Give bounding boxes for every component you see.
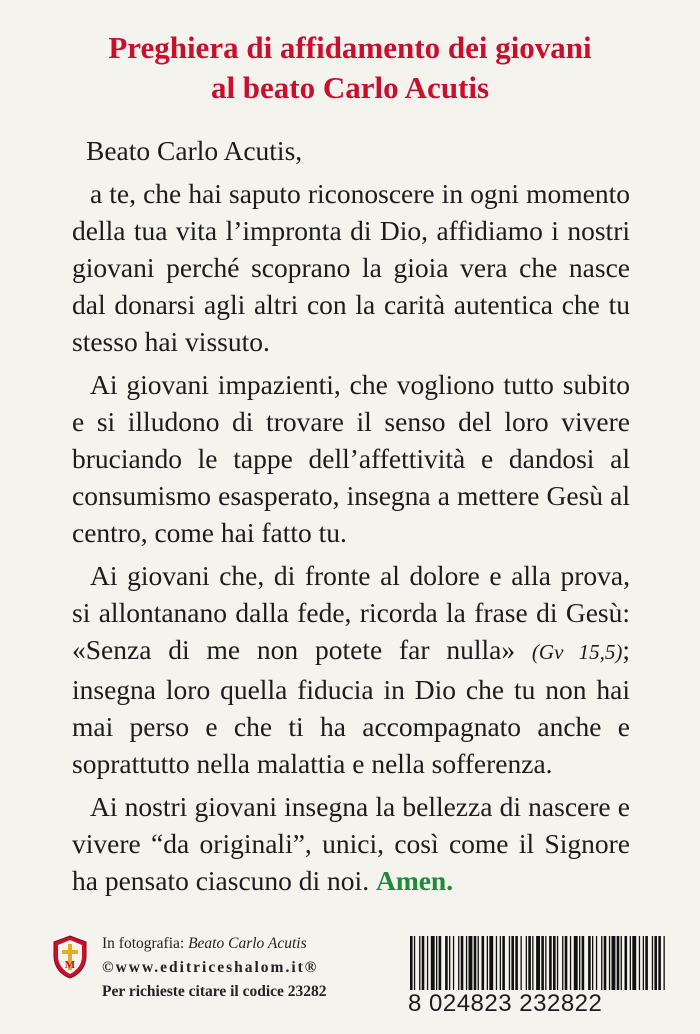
- barcode-bar: [582, 936, 585, 996]
- code-request: Per richieste citare il codice 23282: [102, 983, 327, 1000]
- credits: [102, 932, 327, 1004]
- barcode-bar: [445, 936, 448, 996]
- barcode-bar: [645, 936, 648, 996]
- barcode-bar: [502, 936, 505, 996]
- barcode-bar: [536, 936, 540, 996]
- barcode-bar: [545, 936, 546, 996]
- barcode-bar: [439, 936, 442, 996]
- paragraph-3-part-a: Ai giovani che, di fronte al dolore e alla prova, si allontanano dalla fede, ricorda la frase di Gesù: «Senza di me non potete far nulla»: [72, 560, 630, 665]
- title-line-2: al beato Carlo Acutis: [210, 70, 490, 105]
- barcode-bar: [565, 936, 568, 996]
- barcode-bar: [579, 936, 580, 996]
- barcode-bar: [478, 936, 479, 996]
- barcode-bars: [408, 936, 668, 996]
- barcode-bar: [489, 936, 493, 996]
- barcode-bar: [612, 936, 616, 996]
- barcode-bar: [526, 936, 527, 996]
- barcode-bar: [588, 936, 591, 996]
- barcode-bar: [658, 936, 661, 996]
- barcode-bar: [427, 936, 428, 996]
- barcode-bar: [625, 936, 628, 996]
- barcode-bar: [511, 936, 514, 996]
- barcode-bar: [521, 936, 522, 996]
- prayer-paragraph-3: [72, 557, 630, 782]
- barcode-bar: [562, 936, 563, 996]
- barcode-bar: [632, 936, 636, 996]
- barcode-bar: [532, 936, 533, 996]
- paragraph-4-text: Ai nostri giovani insegna la bellezza di nascere e vivere “da originali”, unici, così come il Signore ha pensato ciascuno di noi.: [72, 791, 630, 896]
- barcode-bar: [422, 936, 425, 996]
- barcode-bar: [601, 936, 602, 996]
- photo-label: In fotografia:: [102, 935, 189, 952]
- barcode-bar: [652, 936, 653, 996]
- prayer-text: [72, 132, 630, 905]
- prayer-salutation: Beato Carlo Acutis,: [86, 135, 303, 166]
- barcode-bar: [487, 936, 488, 996]
- barcode-bar: [592, 936, 593, 996]
- photo-subject: Beato Carlo Acutis: [188, 935, 307, 952]
- barcode-bar: [431, 936, 435, 996]
- barcode-bar: [596, 936, 597, 996]
- barcode-bar: [436, 936, 437, 996]
- barcode-bar: [449, 936, 450, 996]
- prayer-title: [0, 28, 700, 108]
- barcode-bar: [621, 936, 622, 996]
- website-link[interactable]: ©www.editriceshalom.it®: [102, 959, 319, 976]
- barcode: [408, 936, 668, 1026]
- barcode-bar: [500, 936, 501, 996]
- barcode-bar: [469, 936, 473, 996]
- barcode-bar: [509, 936, 510, 996]
- publisher-logo-icon: [52, 934, 88, 980]
- barcode-bar: [410, 936, 413, 996]
- barcode-bar: [419, 936, 420, 996]
- barcode-bar: [414, 936, 415, 996]
- barcode-bar: [604, 936, 607, 996]
- amen-text: Amen.: [375, 865, 454, 896]
- barcode-bar: [609, 936, 610, 996]
- barcode-bar: [617, 936, 620, 996]
- barcode-bar: [453, 936, 454, 996]
- barcode-bar: [570, 936, 571, 996]
- barcode-bar: [461, 936, 464, 996]
- prayer-paragraph-4: [72, 788, 630, 899]
- barcode-bar: [639, 936, 640, 996]
- barcode-bar: [528, 936, 531, 996]
- barcode-bar: [541, 936, 544, 996]
- barcode-bar: [474, 936, 477, 996]
- barcode-bar: [549, 936, 552, 996]
- footer: [0, 926, 700, 1034]
- barcode-bar: [630, 936, 631, 996]
- barcode-bar: [654, 936, 657, 996]
- barcode-bar: [643, 936, 644, 996]
- barcode-bar: [496, 936, 497, 996]
- barcode-bar: [482, 936, 485, 996]
- title-line-1: Preghiera di affidamento dei giovani: [108, 30, 592, 65]
- barcode-bar: [553, 936, 556, 996]
- barcode-bar: [458, 936, 459, 996]
- prayer-paragraph-2: Ai giovani impazienti, che vogliono tutto subito e si illudono di trovare il senso del loro vivere bruciando le tappe dell’affettività e dandosi al consumismo esasperato, insegna a mettere Gesù al centro, come hai fatto tu.: [72, 369, 630, 548]
- barcode-number: 8 024823 232822: [408, 990, 668, 1018]
- scripture-reference: (Gv 15,5): [531, 640, 623, 664]
- prayer-paragraph-1: a te, che hai saputo riconoscere in ogni momento della tua vita l’impronta di Dio, affidiamo i nostri giovani perché scoprano la gioia vera che nasce dal donarsi agli altri con la carità autentica che tu stesso hai vissuto.: [72, 178, 630, 357]
- logo-letter: M: [64, 959, 76, 971]
- photo-credit: [102, 932, 327, 956]
- barcode-bar: [515, 936, 518, 996]
- barcode-bar: [466, 936, 467, 996]
- barcode-bar: [557, 936, 558, 996]
- paragraph-3-part-b: ; insegna loro quella fiducia in Dio che tu non hai mai perso e che ti ha accompagnato anche e soprattutto nella malattia e nella sofferenza.: [72, 634, 630, 779]
- barcode-bar: [574, 936, 578, 996]
- barcode-bar: [664, 936, 665, 996]
